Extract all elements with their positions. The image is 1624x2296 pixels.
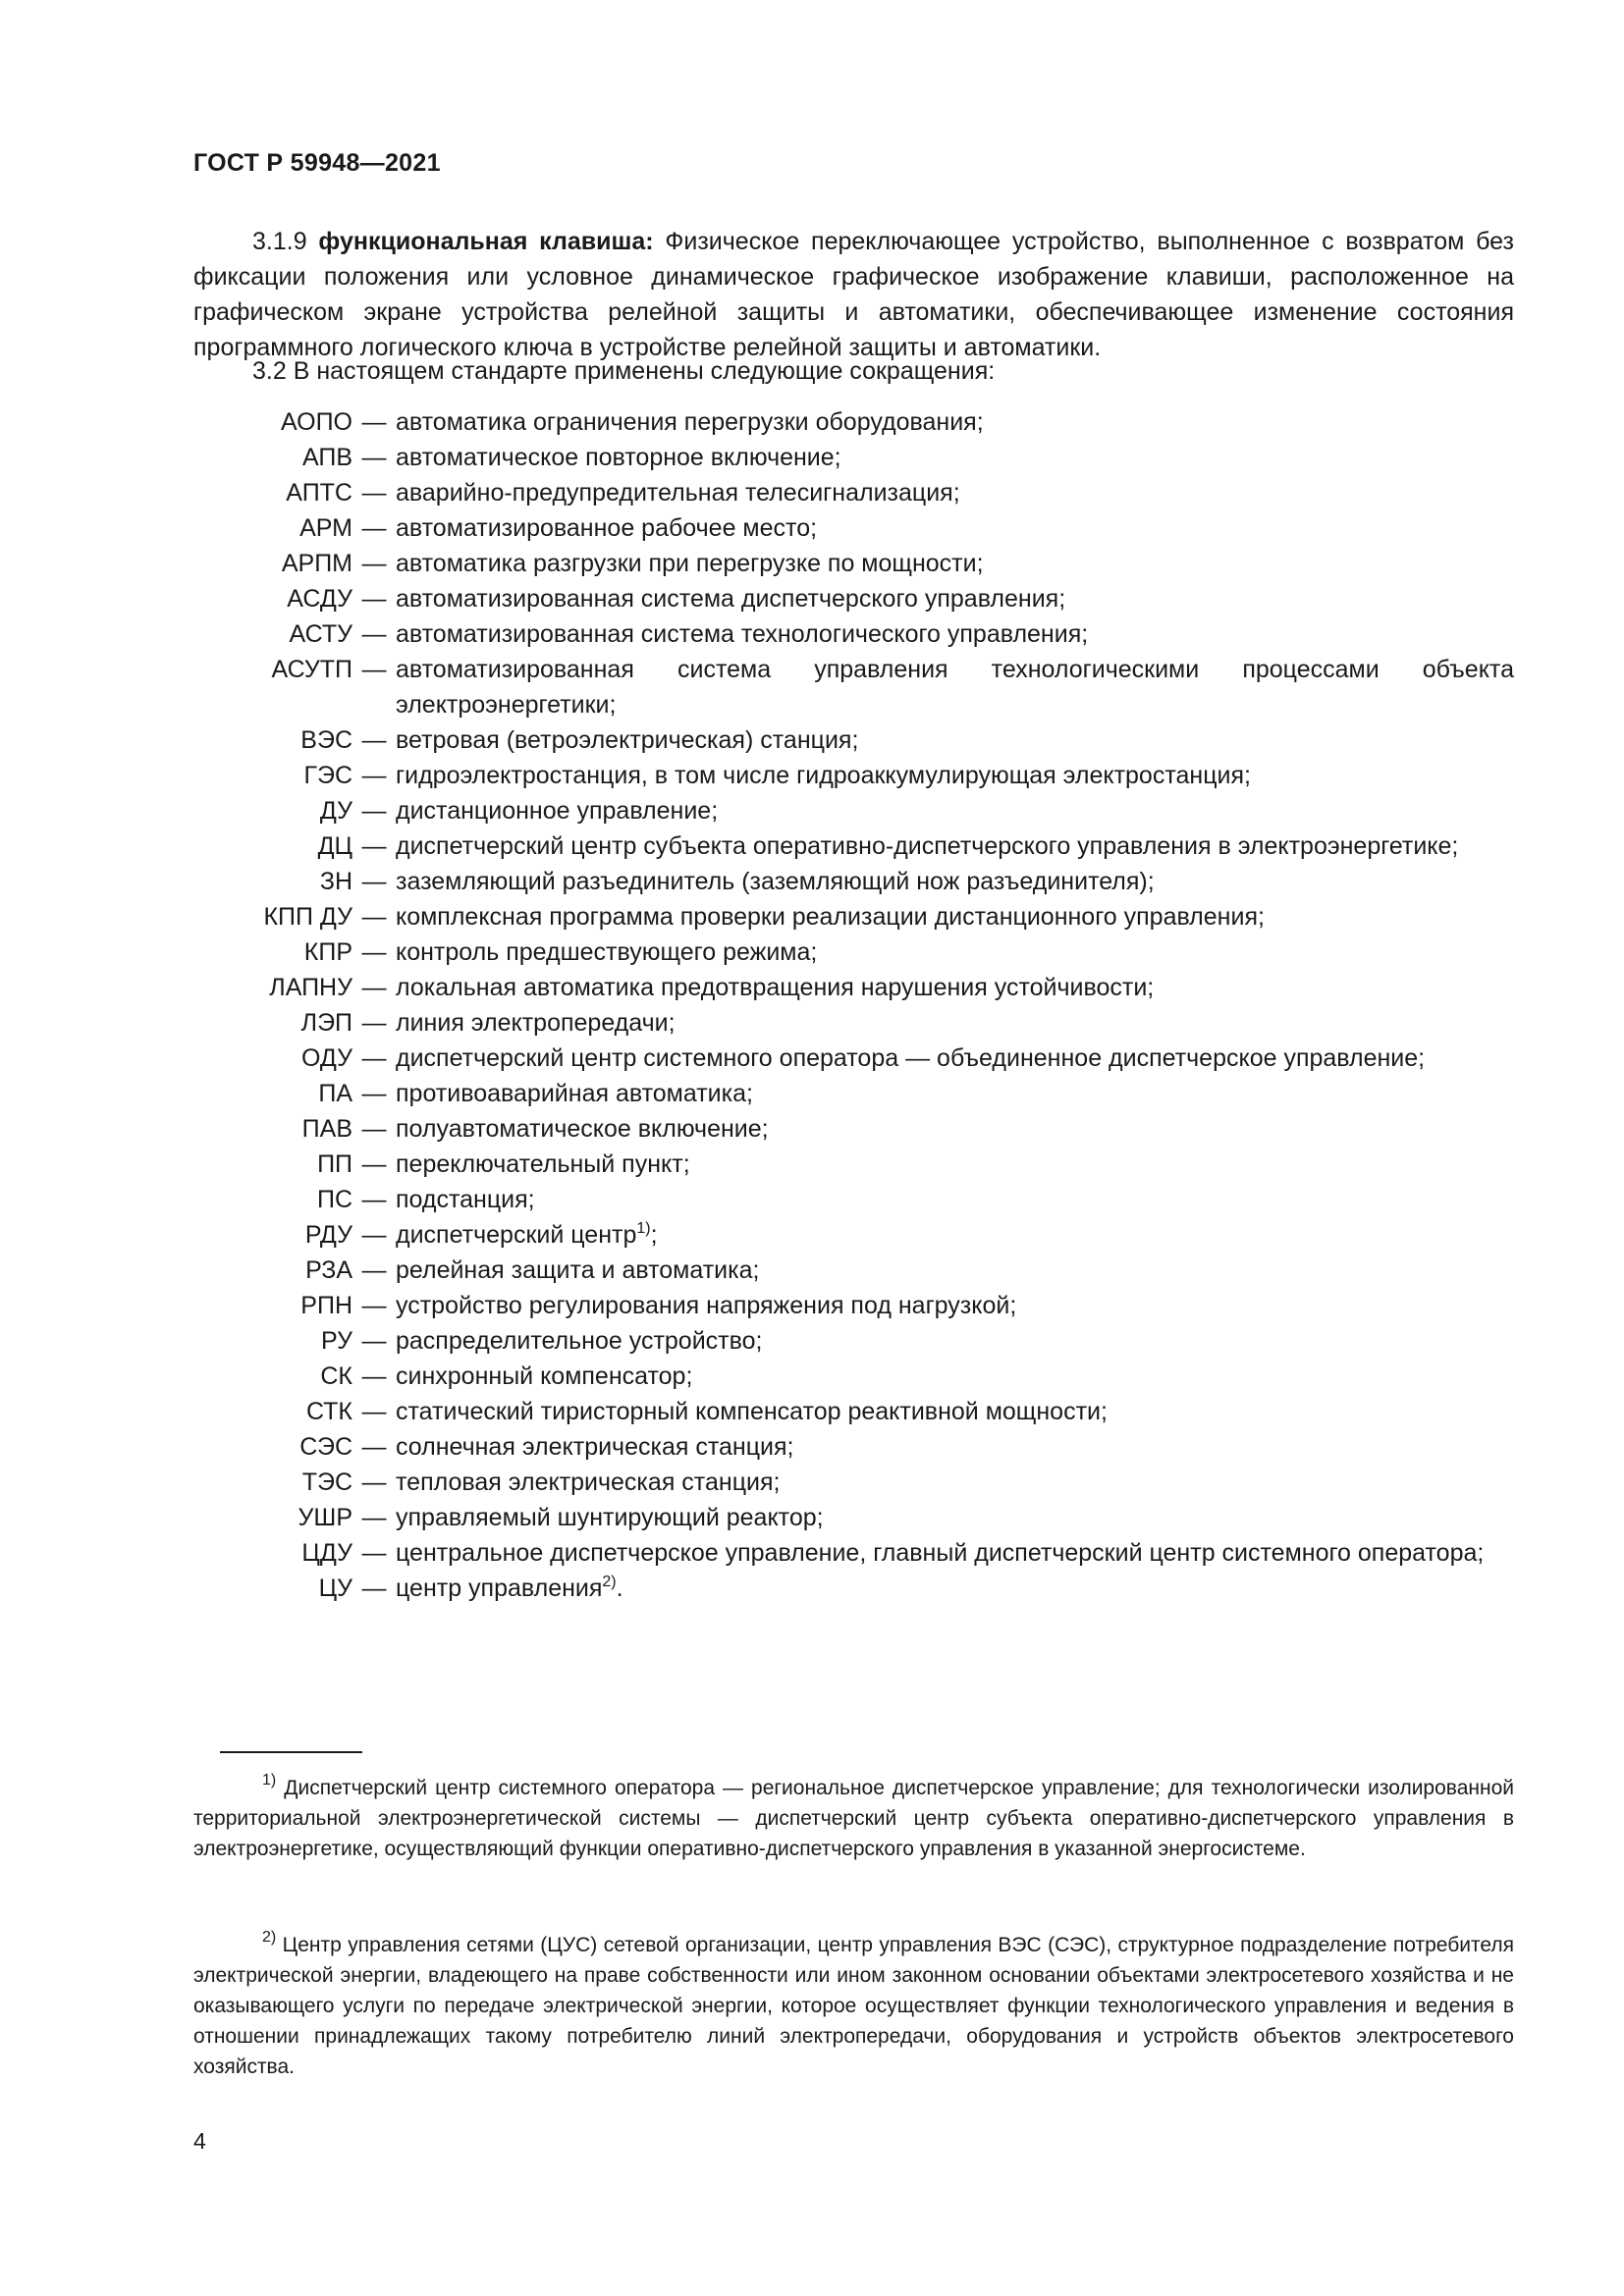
abbreviation-row xyxy=(193,1429,1514,1465)
abbreviation-code: ДУ xyxy=(319,797,352,825)
definition-text: комплексная программа проверки реализации дистанционного управления; xyxy=(396,903,1265,931)
abbreviation-dash: — xyxy=(361,1398,387,1425)
definition-text: полуавтоматическое включение; xyxy=(396,1115,769,1143)
abbreviation-row xyxy=(193,1359,1514,1394)
term-definition: Физическое переключающее устройство, выполненное с возвратом без фиксации положения или условное динамическое графическое изображение клавиши, расположенное на графическом экране устройства релейной защиты и автоматики, обеспечивающее изменение состояния программного логического ключа в устройстве релейной защиты и автоматики. xyxy=(193,228,1514,361)
abbreviation-code: ТЭС xyxy=(301,1468,352,1496)
abbreviation-dash: — xyxy=(361,1575,387,1602)
abbreviation-code: ПАВ xyxy=(301,1115,352,1143)
abbreviation-definition xyxy=(396,1535,1514,1571)
abbreviation-dash: — xyxy=(361,1009,387,1037)
abbreviation-code: СК xyxy=(320,1362,352,1390)
abbreviation-row xyxy=(193,793,1514,828)
abbreviation-code: УШР xyxy=(298,1504,352,1531)
definition-text: дистанционное управление; xyxy=(396,797,719,825)
abbreviation-dash: — xyxy=(361,514,387,542)
abbreviation-row xyxy=(193,1394,1514,1429)
abbreviation-code: ПП xyxy=(317,1150,352,1178)
footnote-reference: 2) xyxy=(602,1574,617,1590)
definition-text: гидроэлектростанция, в том числе гидроаккумулирующая электростанция; xyxy=(396,762,1251,789)
clause-number: 3.1.9 xyxy=(252,228,307,255)
abbreviation-row xyxy=(193,934,1514,970)
abbreviation-definition xyxy=(396,475,1514,510)
definition-text: диспетчерский центр xyxy=(396,1221,637,1249)
abbreviation-code: ЛЭП xyxy=(300,1009,352,1037)
definition-text: автоматика разгрузки при перегрузке по мощности; xyxy=(396,550,984,577)
abbreviation-code: АПВ xyxy=(301,444,352,471)
footnote-reference: 1) xyxy=(636,1220,651,1237)
abbreviation-definition xyxy=(396,1323,1514,1359)
definition-text: тепловая электрическая станция; xyxy=(396,1468,781,1496)
abbreviation-code: РДУ xyxy=(304,1221,352,1249)
abbreviation-definition xyxy=(396,1500,1514,1535)
definition-text: диспетчерский центр системного оператора — объединенное диспетчерское управление; xyxy=(396,1044,1426,1072)
footnote-mark: 2) xyxy=(262,1929,277,1946)
abbreviation-dash: — xyxy=(361,1327,387,1355)
abbreviation-code: АСТУ xyxy=(289,620,352,648)
abbreviation-definition xyxy=(396,581,1514,616)
abbreviation-code: РУ xyxy=(320,1327,352,1355)
abbreviation-code: СТК xyxy=(305,1398,352,1425)
abbreviation-dash: — xyxy=(361,408,387,436)
definition-text: автоматизированная система управления технологическими процессами объекта электроэнергетики; xyxy=(396,656,1514,719)
definition-text: автоматизированное рабочее место; xyxy=(396,514,818,542)
abbreviation-row xyxy=(193,970,1514,1005)
abbreviation-code: ЦДУ xyxy=(301,1539,352,1567)
abbreviation-row xyxy=(193,1571,1514,1606)
abbreviation-dash: — xyxy=(361,1504,387,1531)
footnote-mark: 1) xyxy=(262,1772,277,1789)
abbreviation-row xyxy=(193,440,1514,475)
abbreviation-row xyxy=(193,1253,1514,1288)
definition-text: автоматика ограничения перегрузки оборудования; xyxy=(396,408,984,436)
abbreviation-row xyxy=(193,722,1514,758)
abbreviation-row xyxy=(193,1500,1514,1535)
abbreviation-definition xyxy=(396,1253,1514,1288)
definition-text: переключательный пункт; xyxy=(396,1150,690,1178)
abbreviation-code: КПР xyxy=(303,938,352,966)
abbreviation-row xyxy=(193,1076,1514,1111)
abbreviation-code: ЛАПНУ xyxy=(269,974,352,1001)
abbreviation-definition xyxy=(396,652,1514,722)
abbreviation-dash: — xyxy=(361,1256,387,1284)
abbreviation-row xyxy=(193,1535,1514,1571)
document-header: ГОСТ Р 59948—2021 xyxy=(193,149,441,177)
abbreviation-dash: — xyxy=(361,550,387,577)
abbreviation-row xyxy=(193,1217,1514,1253)
abbreviation-code: ОДУ xyxy=(301,1044,352,1072)
abbreviation-definition xyxy=(396,440,1514,475)
abbreviation-definition xyxy=(396,546,1514,581)
abbreviation-dash: — xyxy=(361,1362,387,1390)
paragraph-3-2: 3.2 В настоящем стандарте применены следующие сокращения: xyxy=(252,357,996,385)
definition-text: устройство регулирования напряжения под нагрузкой; xyxy=(396,1292,1017,1319)
abbreviation-definition xyxy=(396,970,1514,1005)
abbreviation-row xyxy=(193,758,1514,793)
footnote-2 xyxy=(193,1930,1514,2082)
abbreviation-code: РЗА xyxy=(305,1256,352,1284)
definition-text: статический тиристорный компенсатор реактивной мощности; xyxy=(396,1398,1108,1425)
abbreviation-dash: — xyxy=(361,868,387,895)
definition-text: автоматическое повторное включение; xyxy=(396,444,841,471)
definition-text: подстанция; xyxy=(396,1186,535,1213)
abbreviation-definition xyxy=(396,758,1514,793)
abbreviation-definition xyxy=(396,899,1514,934)
footnote-text: Центр управления сетями (ЦУС) сетевой организации, центр управления ВЭС (СЭС), структурное подразделение потребителя электрической энергии, владеющего на праве собственности или ином законном основании объектами электросетевого хозяйства и не оказывающего услуги по передаче электрической энергии, которое осуществляет функции технологического управления и ведения в отношении принадлежащих такому потребителю линий электропередачи, оборудования и устройств объектов электросетевого хозяйства. xyxy=(193,1934,1514,2078)
definition-text: противоаварийная автоматика; xyxy=(396,1080,753,1107)
abbreviation-row xyxy=(193,1288,1514,1323)
abbreviation-row xyxy=(193,1041,1514,1076)
abbreviation-dash: — xyxy=(361,1186,387,1213)
abbreviation-code: РПН xyxy=(300,1292,352,1319)
footnote-separator xyxy=(220,1751,362,1753)
abbreviation-definition xyxy=(396,828,1514,864)
abbreviation-code: ЗН xyxy=(319,868,352,895)
abbreviation-dash: — xyxy=(361,444,387,471)
definition-text: центральное диспетчерское управление, главный диспетчерский центр системного оператора; xyxy=(396,1539,1485,1567)
definition-text: аварийно-предупредительная телесигнализация; xyxy=(396,479,960,507)
abbreviation-dash: — xyxy=(361,797,387,825)
abbreviation-definition xyxy=(396,1359,1514,1394)
abbreviation-definition xyxy=(396,1182,1514,1217)
definition-text: ветровая (ветроэлектрическая) станция; xyxy=(396,726,859,754)
abbreviation-dash: — xyxy=(361,1080,387,1107)
definition-text: центр управления xyxy=(396,1575,603,1602)
abbreviation-definition xyxy=(396,1465,1514,1500)
definition-text: диспетчерский центр субъекта оперативно-диспетчерского управления в электроэнергетике; xyxy=(396,832,1459,860)
definition-text: релейная защита и автоматика; xyxy=(396,1256,760,1284)
abbreviation-dash: — xyxy=(361,479,387,507)
abbreviation-row xyxy=(193,1465,1514,1500)
abbreviation-definition xyxy=(396,1394,1514,1429)
abbreviation-definition xyxy=(396,864,1514,899)
abbreviation-definition xyxy=(396,1005,1514,1041)
definition-text: синхронный компенсатор; xyxy=(396,1362,693,1390)
abbreviation-row xyxy=(193,1111,1514,1147)
definition-punctuation: ; xyxy=(650,1221,658,1249)
abbreviation-dash: — xyxy=(361,832,387,860)
definition-text: солнечная электрическая станция; xyxy=(396,1433,794,1461)
abbreviation-list xyxy=(193,404,1514,1606)
abbreviation-code: ВЭС xyxy=(300,726,352,754)
abbreviation-code: КПП ДУ xyxy=(263,903,352,931)
abbreviation-dash: — xyxy=(361,726,387,754)
abbreviation-dash: — xyxy=(361,620,387,648)
abbreviation-row xyxy=(193,1323,1514,1359)
abbreviation-definition xyxy=(396,616,1514,652)
abbreviation-dash: — xyxy=(361,585,387,613)
abbreviation-row xyxy=(193,652,1514,722)
abbreviation-dash: — xyxy=(361,938,387,966)
abbreviation-code: ДЦ xyxy=(317,832,352,860)
abbreviation-definition xyxy=(396,510,1514,546)
abbreviation-code: ПС xyxy=(316,1186,352,1213)
abbreviation-row xyxy=(193,899,1514,934)
abbreviation-dash: — xyxy=(361,974,387,1001)
abbreviation-definition xyxy=(396,1288,1514,1323)
abbreviation-row xyxy=(193,1005,1514,1041)
abbreviation-row xyxy=(193,546,1514,581)
footnote-1 xyxy=(193,1773,1514,1864)
abbreviation-row xyxy=(193,616,1514,652)
page-number: 4 xyxy=(193,2128,206,2154)
abbreviation-dash: — xyxy=(361,1433,387,1461)
definition-text: линия электропередачи; xyxy=(396,1009,676,1037)
abbreviation-code: ГЭС xyxy=(303,762,352,789)
abbreviation-code: АСУТП xyxy=(271,656,352,683)
abbreviation-code: АСДУ xyxy=(287,585,352,613)
abbreviation-code: ЦУ xyxy=(318,1575,352,1602)
abbreviation-row xyxy=(193,1182,1514,1217)
definition-text: локальная автоматика предотвращения нарушения устойчивости; xyxy=(396,974,1155,1001)
abbreviation-definition xyxy=(396,1429,1514,1465)
abbreviation-row xyxy=(193,581,1514,616)
definition-text: управляемый шунтирующий реактор; xyxy=(396,1504,824,1531)
abbreviation-dash: — xyxy=(361,656,387,683)
abbreviation-dash: — xyxy=(361,762,387,789)
abbreviation-code: СЭС xyxy=(299,1433,352,1461)
abbreviation-code: АРПМ xyxy=(281,550,352,577)
definition-text: автоматизированная система диспетчерского управления; xyxy=(396,585,1066,613)
abbreviation-definition xyxy=(396,793,1514,828)
abbreviation-dash: — xyxy=(361,1539,387,1567)
abbreviation-dash: — xyxy=(361,1221,387,1249)
abbreviation-row xyxy=(193,404,1514,440)
abbreviation-dash: — xyxy=(361,903,387,931)
abbreviation-dash: — xyxy=(361,1150,387,1178)
abbreviation-definition xyxy=(396,1111,1514,1147)
abbreviation-definition xyxy=(396,1571,1514,1606)
abbreviation-row xyxy=(193,510,1514,546)
abbreviation-code: АРМ xyxy=(299,514,352,542)
abbreviation-code: ПА xyxy=(318,1080,352,1107)
definition-text: контроль предшествующего режима; xyxy=(396,938,818,966)
abbreviation-definition xyxy=(396,1076,1514,1111)
abbreviation-row xyxy=(193,1147,1514,1182)
abbreviation-dash: — xyxy=(361,1468,387,1496)
term-title: функциональная клавиша: xyxy=(318,228,654,255)
abbreviation-definition xyxy=(396,1147,1514,1182)
abbreviation-definition xyxy=(396,722,1514,758)
abbreviation-row xyxy=(193,828,1514,864)
abbreviation-definition xyxy=(396,404,1514,440)
footnote-text: Диспетчерский центр системного оператора — региональное диспетчерское управление; для технологически изолированной территориальной электроэнергетической системы — диспетчерский центр субъекта оперативно-диспетчерского управления в электроэнергетике, осуществляющий функции оперативно-диспетчерского управления в указанной энергосистеме. xyxy=(193,1777,1514,1860)
abbreviation-dash: — xyxy=(361,1044,387,1072)
abbreviation-code: АПТС xyxy=(286,479,352,507)
definition-punctuation: . xyxy=(616,1575,623,1602)
abbreviation-definition xyxy=(396,1217,1514,1253)
abbreviation-code: АОПО xyxy=(281,408,352,436)
abbreviation-row xyxy=(193,475,1514,510)
definition-text: заземляющий разъединитель (заземляющий нож разъединителя); xyxy=(396,868,1155,895)
abbreviation-definition xyxy=(396,1041,1514,1076)
definition-text: распределительное устройство; xyxy=(396,1327,763,1355)
paragraph-3-1-9 xyxy=(193,224,1514,365)
abbreviation-dash: — xyxy=(361,1115,387,1143)
definition-text: автоматизированная система технологического управления; xyxy=(396,620,1089,648)
abbreviation-definition xyxy=(396,934,1514,970)
abbreviation-dash: — xyxy=(361,1292,387,1319)
abbreviation-row xyxy=(193,864,1514,899)
